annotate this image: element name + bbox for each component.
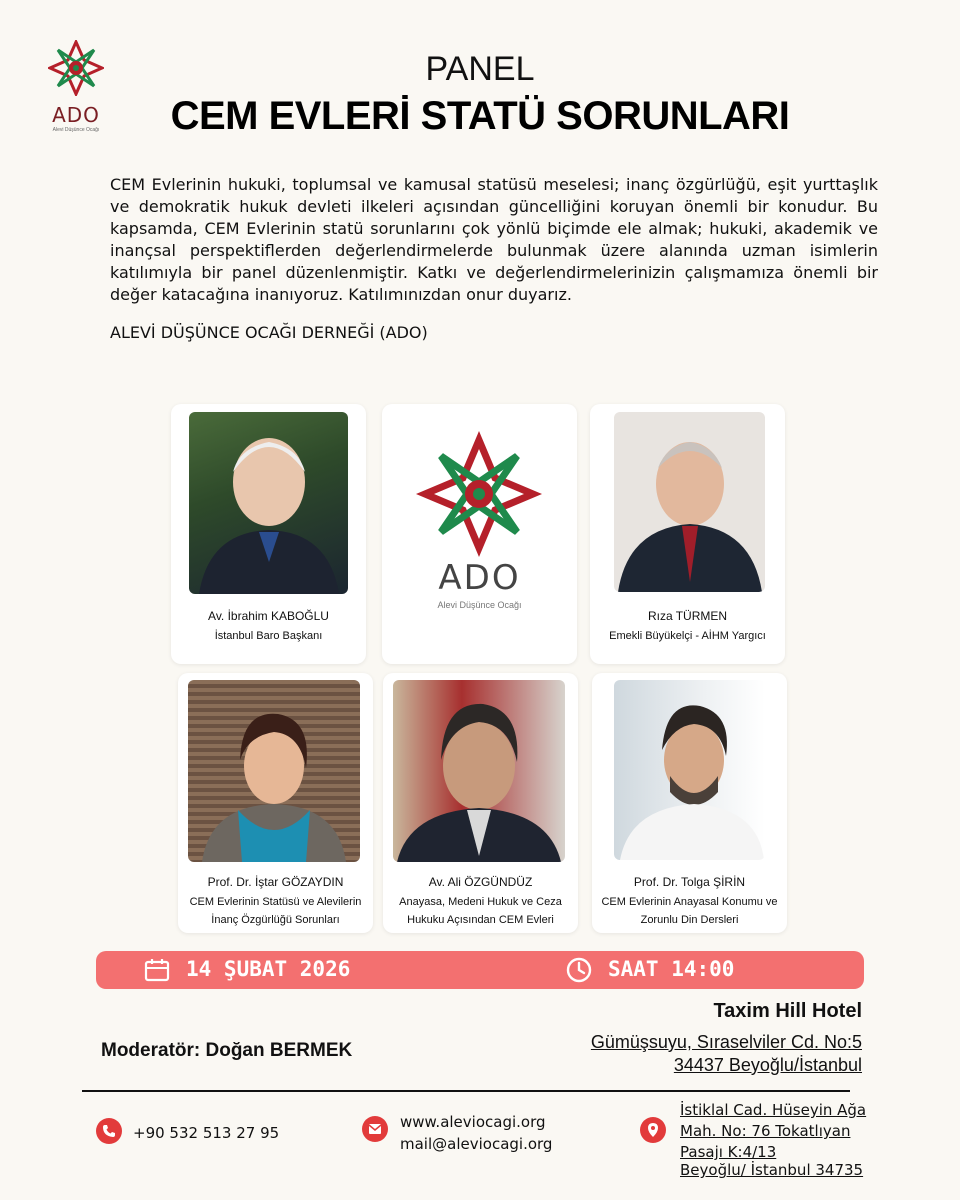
venue-name: Taxim Hill Hotel xyxy=(713,1000,862,1022)
location-icon xyxy=(640,1117,666,1143)
clock-icon xyxy=(566,957,592,983)
email-link[interactable]: mail@aleviocagi.org xyxy=(400,1135,553,1153)
speaker-card xyxy=(178,673,373,933)
speaker-card xyxy=(590,404,785,664)
venue-address-line2[interactable]: 34437 Beyoğlu/İstanbul xyxy=(673,1055,862,1075)
speaker-role: İstanbul Baro Başkanı xyxy=(214,630,323,642)
speaker-card xyxy=(592,673,787,933)
ado-emblem-icon xyxy=(407,428,552,568)
venue-address-line1[interactable]: Gümüşsuyu, Sıraselviler Cd. No:5 xyxy=(590,1032,862,1052)
moderator: Moderatör: Doğan BERMEK xyxy=(101,1040,353,1061)
date-time-bar xyxy=(96,951,864,989)
speaker-topic: CEM Evlerinin Statüsü ve Alevilerin xyxy=(189,896,362,908)
speaker-topic: İnanç Özgürlüğü Sorunları xyxy=(211,914,340,926)
speaker-card xyxy=(171,404,366,664)
event-date: 14 ŞUBAT 2026 xyxy=(186,957,351,981)
speaker-topic: Zorunlu Din Dersleri xyxy=(640,914,739,926)
organization-name: ALEVİ DÜŞÜNCE OCAĞI DERNEĞİ (ADO) xyxy=(110,323,428,342)
ado-logo-large xyxy=(407,428,552,614)
footer-address-line[interactable]: Mah. No: 76 Tokatlıyan xyxy=(680,1122,851,1140)
panel-label: PANEL xyxy=(425,50,535,88)
footer-address-line[interactable]: Pasajı K:4/13 xyxy=(680,1143,777,1161)
footer-address-line[interactable]: Beyoğlu/ İstanbul 34735 xyxy=(680,1161,864,1179)
phone-number[interactable]: +90 532 513 27 95 xyxy=(133,1124,280,1142)
phone-icon xyxy=(96,1118,122,1144)
speaker-photo xyxy=(189,412,348,594)
speaker-photo xyxy=(614,412,765,592)
mail-icon xyxy=(362,1116,388,1142)
logo-subtitle: Alevi Düşünce Ocağı xyxy=(52,127,100,133)
speaker-name: Av. İbrahim KABOĞLU xyxy=(208,609,329,623)
speaker-name: Prof. Dr. İştar GÖZAYDIN xyxy=(207,875,344,889)
divider xyxy=(82,1090,850,1092)
speaker-photo xyxy=(614,680,765,860)
website-link[interactable]: www.aleviocagi.org xyxy=(400,1113,546,1131)
speaker-topic: Hukuku Açısından CEM Evleri xyxy=(407,914,554,926)
event-time: SAAT 14:00 xyxy=(608,957,735,981)
speaker-role: Emekli Büyükelçi - AİHM Yargıcı xyxy=(609,630,766,642)
intro-paragraph: CEM Evlerinin hukuki, toplumsal ve kamusal statüsü meselesi; inanç özgürlüğü, eşit yurttaşlık ve demokratik hukuk devleti ilkeleri açısından güncelliğini koruyan önemli bir konudur. Bu kapsamda, CEM Evlerinin statü sorunlarını çok yönlü biçimde ele almak; hukuki, akademik ve inançsal perspektiflerden değerlendirmelerde bulunmak üzere alanında uzman isimlerin katılımıyla bir panel düzenlenmiştir. Katkı ve değerlendirmelerinizin çalışmamıza önemli bir değer katacağına inanıyoruz. Katılımınızdan onur duyarız. xyxy=(110,175,878,304)
logo-brand-large: ADO xyxy=(438,558,521,598)
ado-logo-card xyxy=(382,404,577,664)
logo-brand: ADO xyxy=(52,103,100,127)
calendar-icon xyxy=(144,958,170,982)
speaker-name: Av. Ali ÖZGÜNDÜZ xyxy=(428,875,533,889)
logo-subtitle-large: Alevi Düşünce Ocağı xyxy=(437,600,522,610)
speaker-topic: CEM Evlerinin Anayasal Konumu ve xyxy=(601,896,778,908)
speaker-name: Rıza TÜRMEN xyxy=(647,609,728,623)
speaker-photo xyxy=(188,680,360,862)
speaker-name: Prof. Dr. Tolga ŞİRİN xyxy=(633,875,746,889)
footer-address-line[interactable]: İstiklal Cad. Hüseyin Ağa xyxy=(680,1101,867,1119)
page-title: CEM EVLERİ STATÜ SORUNLARI xyxy=(170,94,790,138)
speaker-topic: Anayasa, Medeni Hukuk ve Ceza xyxy=(399,896,562,908)
speaker-photo xyxy=(393,680,565,862)
speaker-card xyxy=(383,673,578,933)
